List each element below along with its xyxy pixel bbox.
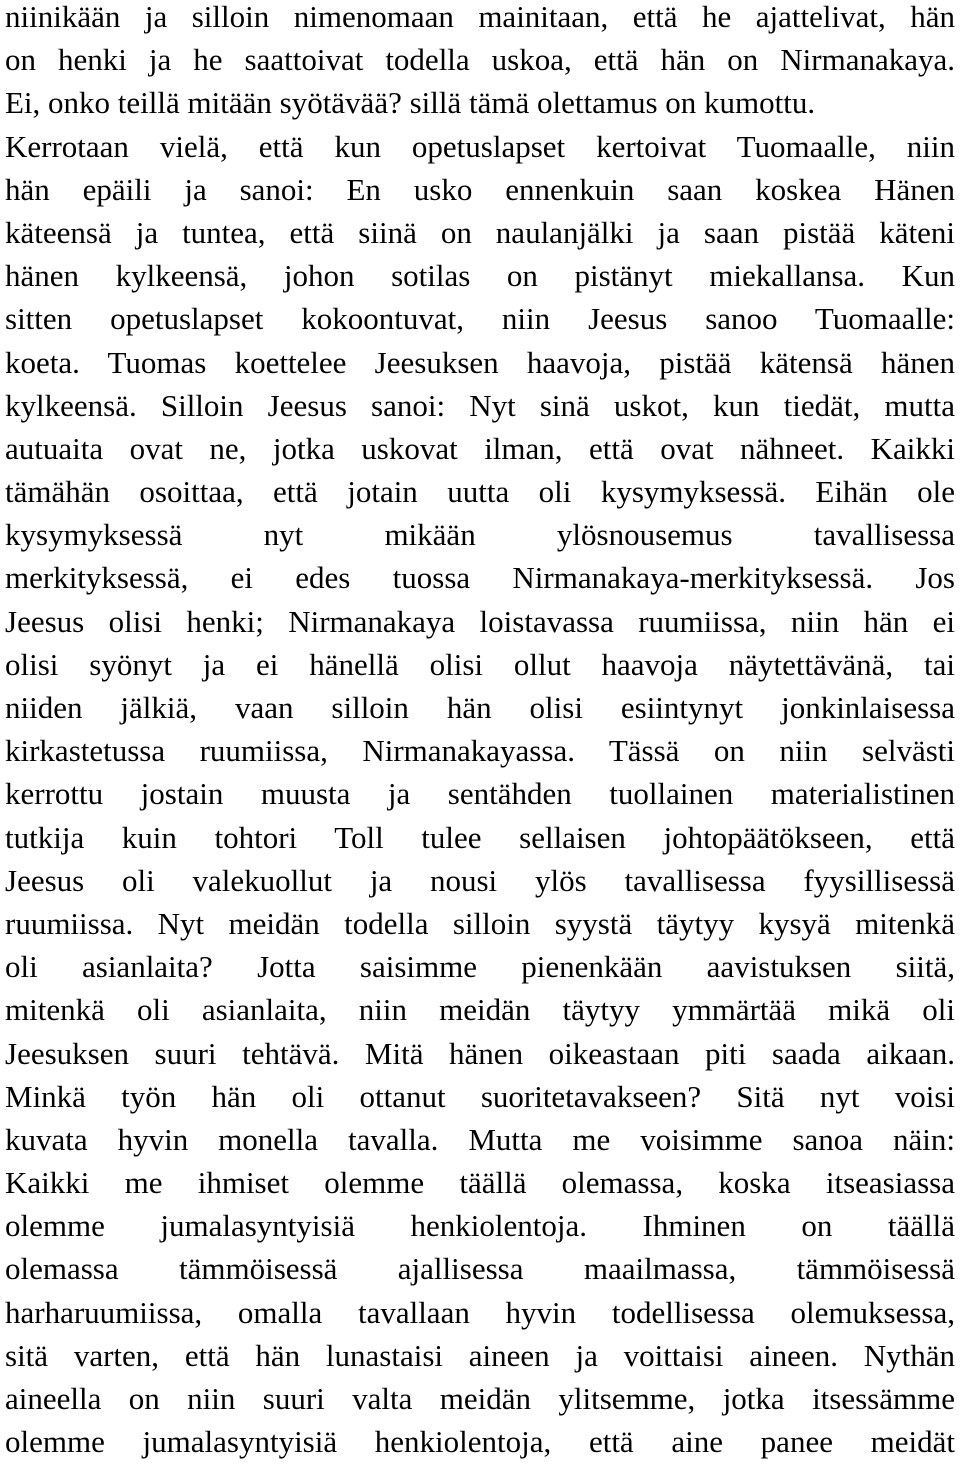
text-line: Ei, onko teillä mitään syötävää? sillä tämä olettamus on kumottu. xyxy=(5,85,816,121)
text-line: sitä varten, että hän lunastaisi aineen ja voittaisi aineen. Nythän xyxy=(5,1337,955,1373)
text-line: olemme jumalasyntyisiä henkiolentoja, että aine panee meidät xyxy=(5,1424,955,1460)
text-line: kerrottu jostain muusta ja sentähden tuollainen materialistinen xyxy=(5,776,955,812)
text-line: koeta. Tuomas koettelee Jeesuksen haavoja, pistää kätensä hänen xyxy=(5,344,955,380)
text-line: hän epäili ja sanoi: En usko ennenkuin saan koskea Hänen xyxy=(5,171,955,207)
text-line: Minkä työn hän oli ottanut suoritetavakseen? Sitä nyt voisi xyxy=(5,1078,955,1114)
text-line: kylkeensä. Silloin Jeesus sanoi: Nyt sinä uskot, kun tiedät, mutta xyxy=(5,387,955,423)
text-line: Jeesus oli valekuollut ja nousi ylös tavallisessa fyysillisessä xyxy=(5,862,955,898)
body-text xyxy=(5,0,955,1463)
text-line: olemassa tämmöisessä ajallisessa maailmassa, tämmöisessä xyxy=(5,1251,955,1287)
text-line: autuaita ovat ne, jotka uskovat ilman, että ovat nähneet. Kaikki xyxy=(5,430,955,466)
text-line: aineella on niin suuri valta meidän ylitsemme, jotka itsessämme xyxy=(5,1381,955,1416)
text-line: oli asianlaita? Jotta saisimme pienenkään aavistuksen siitä, xyxy=(5,949,955,985)
text-line: Jeesuksen suuri tehtävä. Mitä hänen oikeastaan piti saada aikaan. xyxy=(5,1035,955,1071)
text-line: Kerrotaan vielä, että kun opetuslapset kertoivat Tuomaalle, niin xyxy=(5,128,955,164)
text-line: niiden jälkiä, vaan silloin hän olisi esiintynyt jonkinlaisessa xyxy=(5,690,955,725)
text-line: merkityksessä, ei edes tuossa Nirmanakaya-merkityksessä. Jos xyxy=(5,560,955,596)
text-line: kuvata hyvin monella tavalla. Mutta me voisimme sanoa näin: xyxy=(5,1121,955,1157)
text-line: hänen kylkeensä, johon sotilas on pistänyt miekallansa. Kun xyxy=(5,258,955,294)
text-line: sitten opetuslapset kokoontuvat, niin Jeesus sanoo Tuomaalle: xyxy=(5,301,955,337)
text-line: kirkastetussa ruumiissa, Nirmanakayassa. Tässä on niin selvästi xyxy=(5,733,955,769)
text-line: Kaikki me ihmiset olemme täällä olemassa, koska itseasiassa xyxy=(5,1165,955,1201)
text-line: on henki ja he saattoivat todella uskoa, että hän on Nirmanakaya. xyxy=(5,42,955,78)
text-line: tämähän osoittaa, että jotain uutta oli kysymyksessä. Eihän ole xyxy=(5,474,955,510)
text-line: mitenkä oli asianlaita, niin meidän täytyy ymmärtää mikä oli xyxy=(5,992,955,1028)
text-line: ruumiissa. Nyt meidän todella silloin syystä täytyy kysyä mitenkä xyxy=(5,905,955,941)
text-line: Jeesus olisi henki; Nirmanakaya loistavassa ruumiissa, niin hän ei xyxy=(5,603,955,639)
text-line: niinikään ja silloin nimenomaan mainitaan, että he ajattelivat, hän xyxy=(5,0,955,34)
text-line: käteensä ja tuntea, että siinä on naulanjälki ja saan pistää käteni xyxy=(5,214,955,250)
text-line: harharuumiissa, omalla tavallaan hyvin todellisessa olemuksessa, xyxy=(5,1294,955,1330)
text-line: kysymyksessä nyt mikään ylösnousemus tavallisessa xyxy=(5,517,955,553)
text-line: olisi syönyt ja ei hänellä olisi ollut haavoja näytettävänä, tai xyxy=(5,646,955,682)
text-line: tutkija kuin tohtori Toll tulee sellaisen johtopäätökseen, että xyxy=(5,819,955,855)
text-line: olemme jumalasyntyisiä henkiolentoja. Ihminen on täällä xyxy=(5,1208,955,1244)
